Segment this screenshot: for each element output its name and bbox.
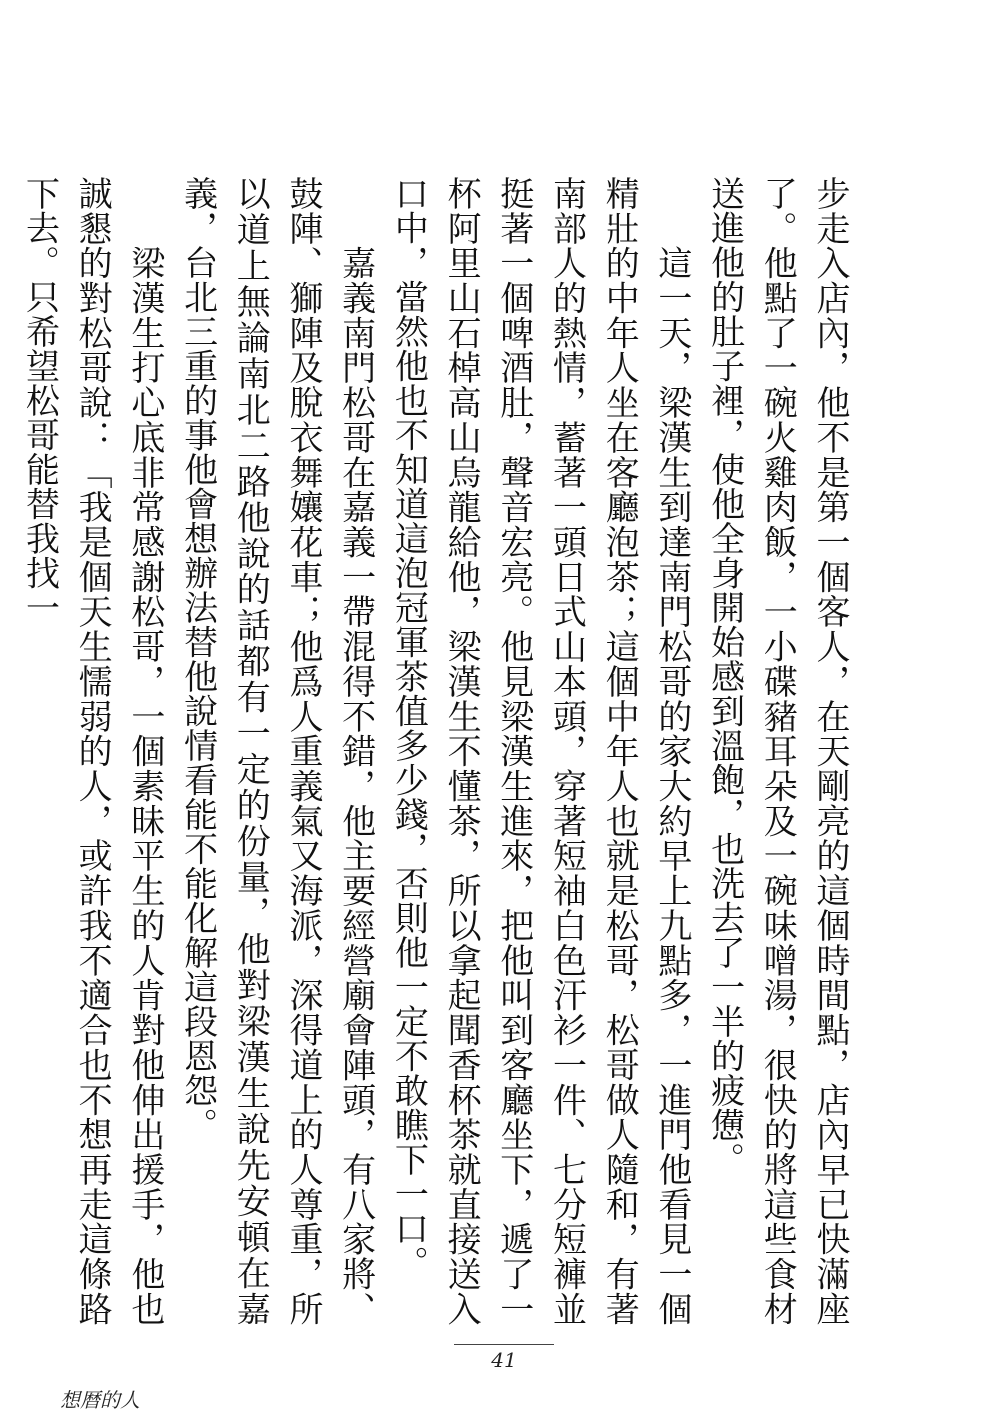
page-number: 41: [491, 1348, 517, 1372]
paragraph: 梁漢生打心底非常感謝松哥，一個素昧平生的人肯對他伸出援手，他也誠懇的對松哥說：「我是個天生懦弱的人，或許我不適合也不想再走這條路下去。只希望松哥能替我找一: [19, 176, 165, 1326]
paragraph: 這一天，梁漢生到達南門松哥的家大約早上九點多，一進門他看見一個精壯的中年人坐在客廳泡茶；這個中年人也就是松哥，松哥做人隨和，有著南部人的熱情，蓄著一頭日式山本頭，穿著短袖白色汗衫一件、七分短褲並挺著一個啤酒肚，聲音宏亮。他見梁漢生進來，把他叫到客廳坐下，遞了一杯阿里山石棹高山烏龍給他，梁漢生不懂茶，所以拿起聞香杯茶就直接送入口中，當然他也不知道這泡冠軍茶值多少錢，否則他一定不敢瞧下一口。: [388, 176, 692, 1326]
paragraph: 步走入店內，他不是第一個客人，在天剛亮的這個時間點，店內早已快滿座了。他點了一碗火雞肉飯，一小碟豬耳朵及一碗味噌湯，很快的將這些食材送進他的肚子裡，使他全身開始感到溫飽，也洗去了一半的疲憊。: [704, 176, 850, 1326]
paragraph: 嘉義南門松哥在嘉義一帶混得不錯，他主要經營廟會陣頭，有八家將、鼓陣、獅陣及脫衣舞孃花車；他爲人重義氣又海派，深得道上的人尊重，所以道上無論南北二路他說的話都有一定的份量，他對梁漢生說先安頓在嘉義，台北三重的事他會想辦法替他說情看能不能化解這段恩怨。: [177, 176, 376, 1326]
book-title: 想暦的人: [60, 1388, 140, 1412]
page-body-text: [19, 176, 856, 1326]
footer-divider: [454, 1344, 554, 1345]
